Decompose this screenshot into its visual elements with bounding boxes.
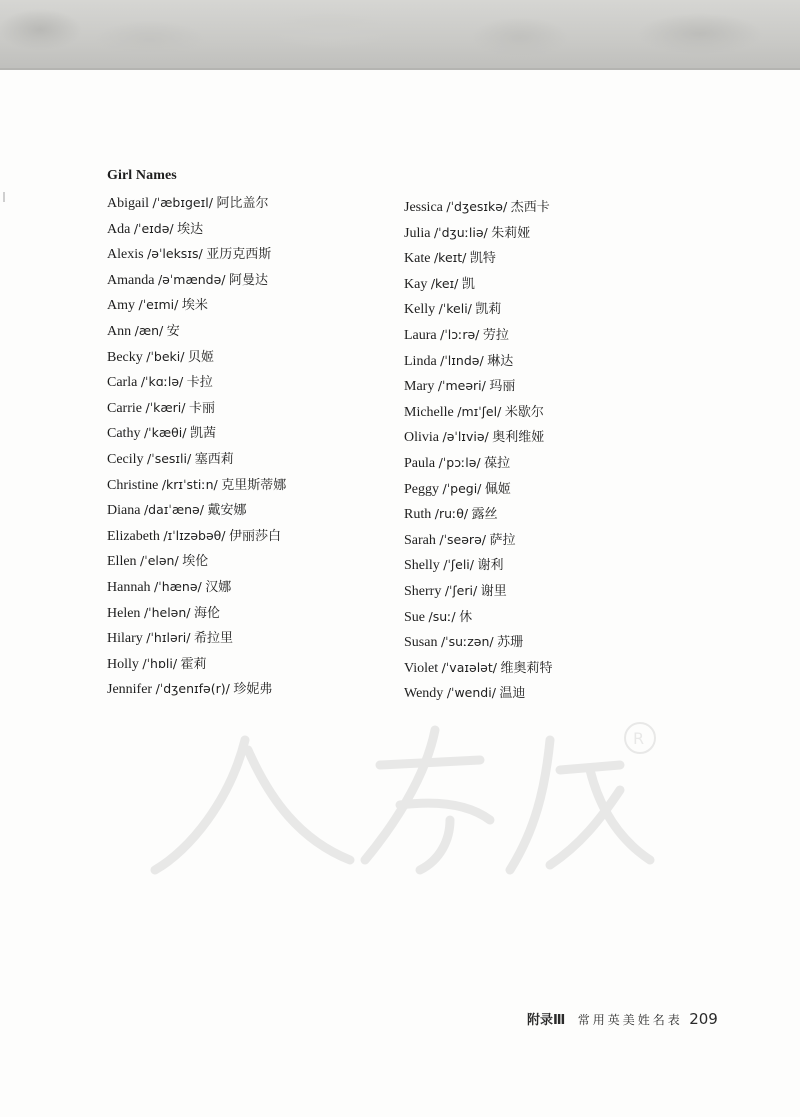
english-name: Amanda bbox=[107, 272, 155, 288]
chinese-name: 贝姬 bbox=[187, 349, 214, 365]
name-entry bbox=[404, 220, 553, 246]
header-banner bbox=[0, 0, 800, 70]
chinese-name: 霍莉 bbox=[180, 656, 207, 672]
chinese-name: 杰西卡 bbox=[510, 200, 550, 215]
pronunciation: /ˈsuːzən/ bbox=[440, 634, 494, 650]
english-name: Hannah bbox=[107, 579, 151, 595]
name-entry bbox=[404, 680, 553, 706]
english-name: Jessica bbox=[404, 200, 443, 215]
pronunciation: /ˈhelən/ bbox=[143, 604, 191, 620]
pronunciation: /suː/ bbox=[428, 608, 456, 624]
pronunciation: /ˈbeki/ bbox=[146, 348, 185, 364]
chinese-name: 伊丽莎白 bbox=[229, 528, 282, 544]
chinese-name: 汉娜 bbox=[205, 579, 232, 595]
english-name: Elizabeth bbox=[107, 528, 160, 544]
chinese-name: 塞西莉 bbox=[194, 451, 234, 467]
english-name: Hilary bbox=[107, 631, 143, 647]
chinese-name: 凯茜 bbox=[189, 426, 216, 442]
name-entry bbox=[107, 267, 286, 293]
name-entry bbox=[107, 446, 286, 472]
english-name: Kay bbox=[404, 276, 428, 292]
name-entry bbox=[404, 527, 553, 553]
chinese-name: 奥利维娅 bbox=[492, 430, 545, 446]
english-name: Sarah bbox=[404, 532, 436, 548]
english-name: Helen bbox=[107, 605, 141, 621]
name-entry bbox=[404, 578, 553, 604]
name-entry bbox=[107, 241, 286, 267]
english-name: Kate bbox=[404, 251, 431, 267]
english-name: Abigail bbox=[107, 196, 149, 211]
chinese-name: 卡拉 bbox=[186, 375, 213, 391]
chinese-name: 温迪 bbox=[499, 686, 526, 702]
pronunciation: /ˈmeəri/ bbox=[437, 378, 486, 394]
header-banner-edge bbox=[0, 68, 800, 70]
pronunciation: /ˈkæθi/ bbox=[143, 425, 187, 441]
pronunciation: /ˈeɪdə/ bbox=[133, 220, 174, 236]
pronunciation: /ˈdʒenɪfə(r)/ bbox=[155, 681, 230, 697]
english-name: Ellen bbox=[107, 554, 137, 570]
english-name: Cecily bbox=[107, 451, 144, 467]
name-entry bbox=[404, 322, 553, 348]
name-entry bbox=[107, 548, 286, 574]
english-name: Diana bbox=[107, 503, 141, 519]
pronunciation: /daɪˈænə/ bbox=[143, 502, 204, 518]
chinese-name: 佩姬 bbox=[484, 481, 511, 497]
english-name: Ruth bbox=[404, 507, 432, 523]
chinese-name: 露丝 bbox=[471, 507, 498, 523]
english-name: Paula bbox=[404, 455, 436, 471]
english-name: Jennifer bbox=[107, 682, 153, 698]
chinese-name: 凯莉 bbox=[475, 302, 502, 318]
pronunciation: /ˈhɪləri/ bbox=[146, 630, 191, 646]
pronunciation: /ɪˈlɪzəbəθ/ bbox=[163, 527, 226, 543]
right-name-column bbox=[404, 194, 553, 706]
name-entry bbox=[107, 216, 286, 242]
chinese-name: 葆拉 bbox=[484, 455, 511, 471]
pronunciation: /ˈhænə/ bbox=[154, 578, 202, 594]
chinese-name: 朱莉娅 bbox=[491, 225, 531, 241]
pronunciation: /əˈmændə/ bbox=[157, 271, 226, 287]
pronunciation: /mɪˈʃel/ bbox=[457, 403, 502, 419]
english-name: Cathy bbox=[107, 426, 141, 442]
pronunciation: /ˈelən/ bbox=[140, 553, 179, 569]
pronunciation: /ˈʃeli/ bbox=[443, 557, 474, 573]
chinese-name: 谢利 bbox=[477, 558, 504, 574]
chinese-name: 希拉里 bbox=[193, 631, 233, 647]
pronunciation: /keɪt/ bbox=[433, 250, 467, 266]
english-name: Linda bbox=[404, 353, 437, 369]
chinese-name: 萨拉 bbox=[489, 532, 516, 548]
name-entry bbox=[107, 420, 286, 446]
english-name: Susan bbox=[404, 635, 438, 651]
english-name: Julia bbox=[404, 225, 431, 241]
chinese-name: 劳拉 bbox=[482, 327, 509, 343]
chinese-name: 阿曼达 bbox=[229, 272, 269, 288]
pronunciation: /ˈseərə/ bbox=[439, 531, 486, 547]
name-entry bbox=[107, 497, 286, 523]
name-entry bbox=[404, 271, 553, 297]
english-name: Laura bbox=[404, 327, 437, 343]
page-footer bbox=[527, 1009, 718, 1028]
name-entry bbox=[107, 472, 286, 498]
svg-text:R: R bbox=[633, 729, 645, 748]
name-entry bbox=[404, 194, 553, 220]
chinese-name: 玛丽 bbox=[489, 379, 516, 395]
pronunciation: /ˈdʒesɪkə/ bbox=[446, 199, 508, 214]
chinese-name: 克里斯蒂娜 bbox=[221, 477, 287, 493]
chinese-name: 凯 bbox=[461, 276, 475, 292]
margin-mark bbox=[3, 192, 5, 202]
pronunciation: /ˈkeli/ bbox=[438, 301, 472, 317]
pronunciation: /ˈlɪndə/ bbox=[440, 352, 484, 368]
pronunciation: /ˈkɑːlə/ bbox=[140, 374, 184, 390]
name-entry bbox=[107, 190, 286, 216]
name-entry bbox=[107, 600, 286, 626]
pronunciation: /ˈkæri/ bbox=[145, 399, 186, 415]
footer-title: 常用英美姓名表 bbox=[577, 1013, 683, 1027]
name-entry bbox=[107, 574, 286, 600]
page-number: 209 bbox=[689, 1010, 718, 1028]
chinese-name: 阿比盖尔 bbox=[216, 196, 269, 211]
name-entry bbox=[404, 296, 553, 322]
pronunciation: /ˈsesɪli/ bbox=[147, 450, 192, 466]
chinese-name: 安 bbox=[166, 323, 180, 339]
name-entry bbox=[107, 369, 286, 395]
pronunciation: /ˈæbɪgeɪl/ bbox=[152, 195, 213, 210]
english-name: Wendy bbox=[404, 686, 444, 702]
english-name: Ann bbox=[107, 323, 132, 339]
name-entry bbox=[107, 523, 286, 549]
name-entry bbox=[404, 348, 553, 374]
name-entry bbox=[404, 629, 553, 655]
chinese-name: 卡丽 bbox=[188, 400, 215, 416]
chinese-name: 埃米 bbox=[181, 298, 208, 314]
pronunciation: /ˈpɔːlə/ bbox=[438, 454, 481, 470]
english-name: Carla bbox=[107, 375, 138, 391]
english-name: Sherry bbox=[404, 583, 442, 599]
name-entry bbox=[107, 395, 286, 421]
appendix-label: 附录Ⅲ bbox=[527, 1013, 566, 1028]
pronunciation: /ˈdʒuːliə/ bbox=[433, 224, 488, 240]
name-entry bbox=[107, 344, 286, 370]
chinese-name: 维奥莉特 bbox=[500, 660, 553, 676]
name-entry bbox=[404, 476, 553, 502]
english-name: Kelly bbox=[404, 302, 436, 318]
chinese-name: 埃达 bbox=[177, 221, 204, 237]
english-name: Shelly bbox=[404, 558, 440, 574]
pronunciation: /əˈleksɪs/ bbox=[147, 246, 203, 262]
pronunciation: /ˈeɪmi/ bbox=[138, 297, 179, 313]
pronunciation: /krɪˈstiːn/ bbox=[161, 476, 218, 492]
name-entry bbox=[107, 292, 286, 318]
name-entry bbox=[404, 501, 553, 527]
pronunciation: /ˈlɔːrə/ bbox=[440, 326, 480, 342]
chinese-name: 戴安娜 bbox=[207, 503, 247, 519]
name-entry bbox=[404, 552, 553, 578]
chinese-name: 谢里 bbox=[480, 583, 507, 599]
pronunciation: /æn/ bbox=[134, 322, 164, 338]
english-name: Christine bbox=[107, 477, 159, 493]
chinese-name: 凯特 bbox=[469, 251, 496, 267]
english-name: Ada bbox=[107, 221, 131, 237]
name-entry bbox=[404, 655, 553, 681]
name-entry bbox=[404, 373, 553, 399]
chinese-name: 海伦 bbox=[194, 605, 221, 621]
pronunciation: /ˈwendi/ bbox=[446, 685, 496, 701]
name-entry bbox=[107, 676, 286, 702]
english-name: Alexis bbox=[107, 247, 144, 263]
name-entry bbox=[404, 399, 553, 425]
chinese-name: 珍妮弗 bbox=[233, 682, 273, 698]
name-entry bbox=[107, 318, 286, 344]
chinese-name: 米歇尔 bbox=[504, 404, 544, 420]
name-entry bbox=[404, 424, 553, 450]
pronunciation: /ˈʃeri/ bbox=[444, 582, 478, 598]
chinese-name: 休 bbox=[459, 609, 473, 625]
chinese-name: 琳达 bbox=[487, 353, 514, 369]
english-name: Michelle bbox=[404, 404, 454, 420]
english-name: Mary bbox=[404, 379, 435, 395]
english-name: Amy bbox=[107, 298, 135, 314]
chinese-name: 亚历克西斯 bbox=[206, 247, 272, 263]
name-entry bbox=[107, 651, 286, 677]
pronunciation: /ruːθ/ bbox=[434, 506, 469, 522]
english-name: Sue bbox=[404, 609, 425, 625]
pronunciation: /ˈvaɪələt/ bbox=[441, 659, 497, 675]
chinese-name: 埃伦 bbox=[182, 554, 209, 570]
english-name: Peggy bbox=[404, 481, 439, 497]
chinese-name: 苏珊 bbox=[497, 635, 524, 651]
name-entry bbox=[107, 625, 286, 651]
name-entry bbox=[404, 245, 553, 271]
pronunciation: /ˈhɒli/ bbox=[142, 655, 178, 671]
publisher-watermark bbox=[150, 710, 670, 880]
english-name: Olivia bbox=[404, 430, 439, 446]
name-entry bbox=[404, 604, 553, 630]
pronunciation: /keɪ/ bbox=[430, 275, 459, 291]
english-name: Violet bbox=[404, 660, 439, 676]
english-name: Carrie bbox=[107, 400, 142, 416]
name-entry bbox=[404, 450, 553, 476]
section-heading: Girl Names bbox=[107, 168, 177, 183]
english-name: Holly bbox=[107, 656, 139, 672]
pronunciation: /əˈlɪviə/ bbox=[442, 429, 489, 445]
pronunciation: /ˈpegi/ bbox=[442, 480, 482, 496]
english-name: Becky bbox=[107, 349, 143, 365]
left-name-column bbox=[107, 190, 286, 702]
